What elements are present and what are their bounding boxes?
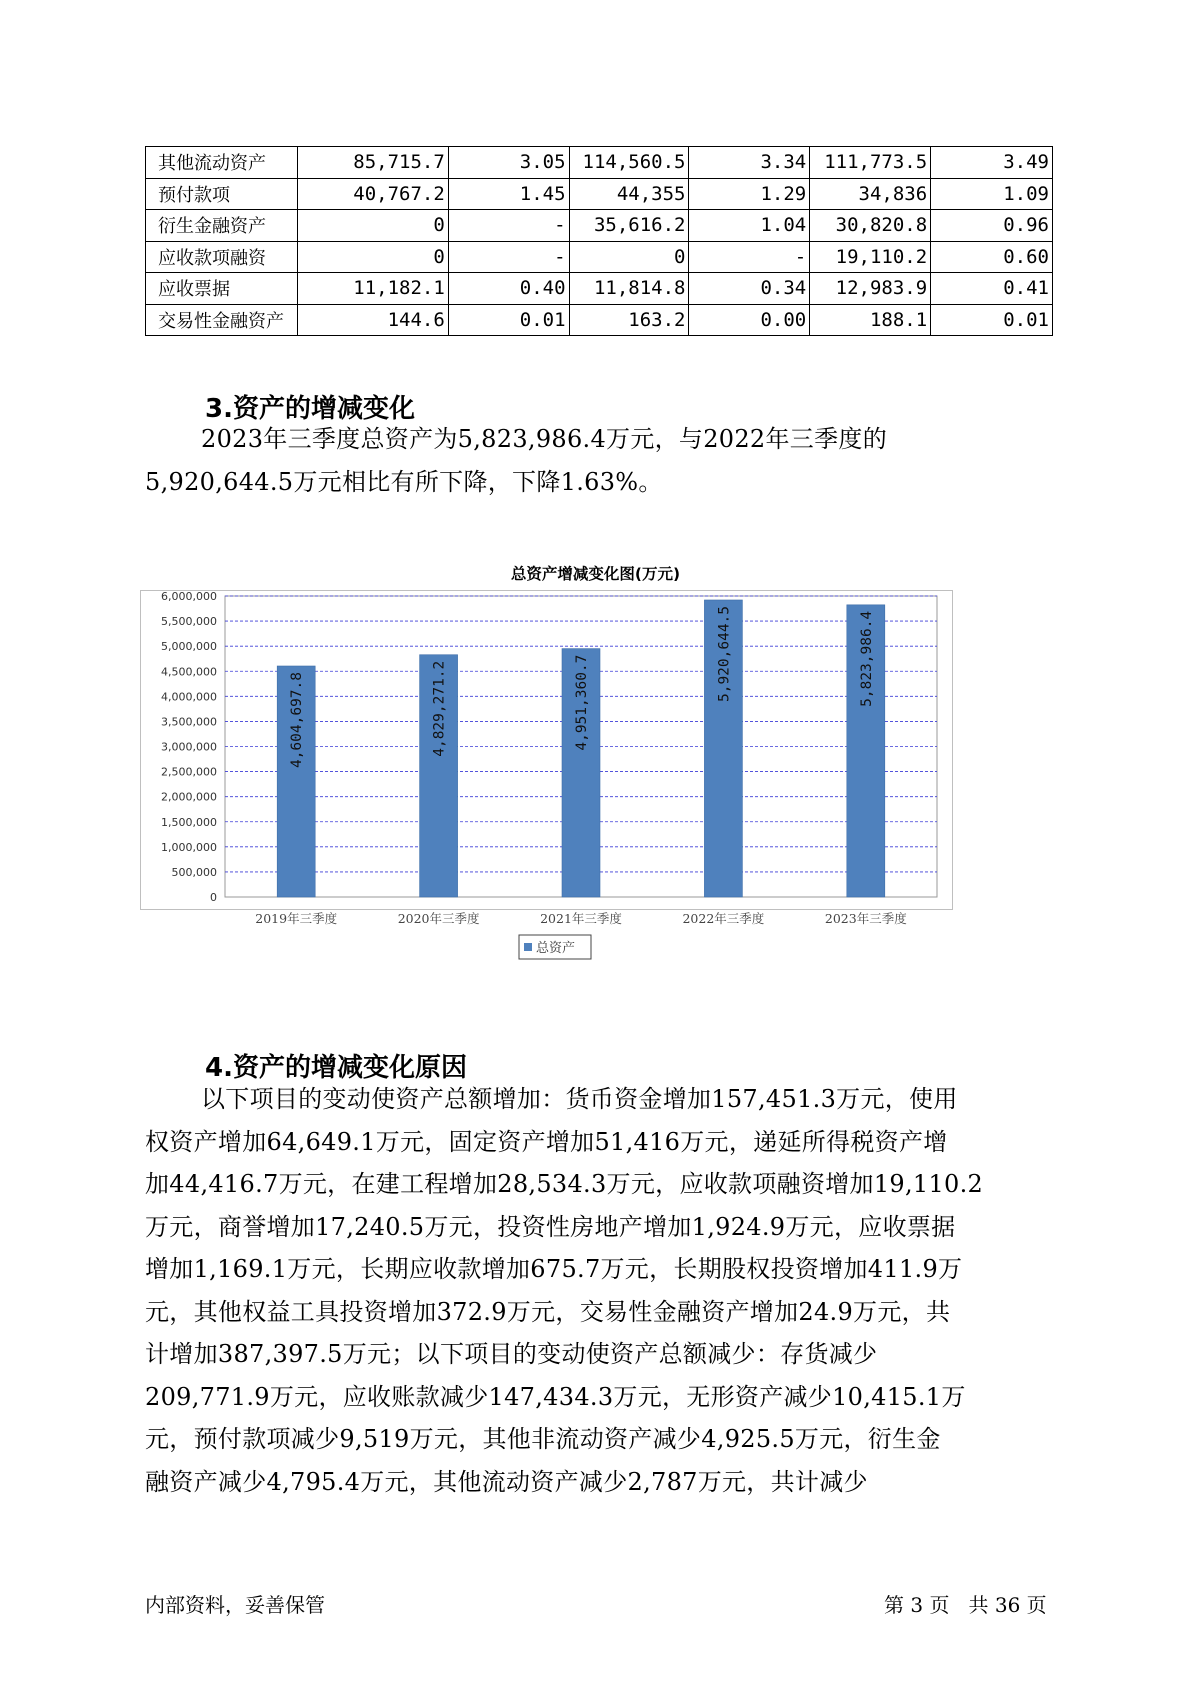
section-4-line: 万元，商誉增加17,240.5万元，投资性房地产增加1,924.9万元，应收票据	[145, 1212, 956, 1241]
table-cell: 0.00	[689, 304, 810, 336]
table-cell: 0.34	[689, 273, 810, 305]
bar-value-label: 5,920,644.5	[716, 605, 733, 703]
table-row	[146, 210, 1053, 242]
y-tick-label: 4,000,000	[161, 690, 217, 704]
footer-page-number: 第 3 页 共 36 页	[884, 1593, 1047, 1617]
row-label: 预付款项	[146, 178, 298, 210]
section-3-paragraph	[145, 418, 1057, 503]
table-cell: 0.60	[931, 241, 1053, 273]
chart-title: 总资产增减变化图(万元)	[510, 565, 681, 583]
table-cell: 0.01	[448, 304, 569, 336]
bar-value-label: 4,951,360.7	[574, 654, 590, 751]
legend-swatch	[524, 943, 532, 951]
table-cell: 85,715.7	[297, 147, 448, 179]
table-cell: 30,820.8	[810, 210, 931, 242]
table-cell: 0.40	[448, 273, 569, 305]
row-label: 其他流动资产	[146, 147, 298, 179]
table-cell: 40,767.2	[297, 178, 448, 210]
table-cell: 1.04	[689, 210, 810, 242]
section-4-line: 元，预付款项减少9,519万元，其他非流动资产减少4,925.5万元，衍生金	[145, 1425, 941, 1453]
y-tick-label: 3,500,000	[161, 715, 217, 729]
bar-value-label: 5,823,986.4	[858, 610, 875, 707]
table-cell: 3.34	[689, 147, 810, 179]
bar-value-label: 4,829,271.2	[431, 660, 448, 757]
x-tick-label: 2020年三季度	[397, 911, 480, 926]
bar-value-label: 4,604,697.8	[289, 671, 306, 769]
row-label: 应收款项融资	[146, 241, 298, 273]
table-row	[146, 241, 1053, 273]
x-tick-label: 2022年三季度	[682, 911, 765, 926]
section-4-line: 增加1,169.1万元，长期应收款增加675.7万元，长期股权投资增加411.9万	[145, 1255, 963, 1283]
x-tick-label: 2021年三季度	[540, 911, 622, 926]
footer-confidential: 内部资料，妥善保管	[145, 1593, 325, 1617]
y-tick-label: 5,000,000	[161, 640, 217, 654]
table-cell: 44,355	[569, 178, 689, 210]
table-cell: 0	[297, 210, 448, 242]
table-cell: 144.6	[297, 304, 448, 336]
section-4-line: 209,771.9万元，应收账款减少147,434.3万元，无形资产减少10,415.1万	[145, 1382, 966, 1411]
x-tick-label: 2023年三季度	[824, 911, 907, 926]
y-tick-label: 500,000	[171, 865, 217, 879]
section-4-paragraph	[145, 1078, 1057, 1503]
section-4-line: 元，其他权益工具投资增加372.9万元，交易性金融资产增加24.9万元，共	[145, 1297, 951, 1326]
section-4-line: 融资产减少4,795.4万元，其他流动资产减少2,787万元，共计减少	[145, 1467, 868, 1496]
table-cell: 0.96	[931, 210, 1053, 242]
section-3-line-2: 5,920,644.5万元相比有所下降，下降1.63%。	[145, 467, 663, 496]
x-tick-label: 2019年三季度	[255, 911, 338, 926]
table-cell: 11,182.1	[297, 273, 448, 305]
y-tick-label: 6,000,000	[161, 590, 217, 603]
row-label: 应收票据	[146, 273, 298, 305]
table-cell: 34,836	[810, 178, 931, 210]
y-tick-label: 4,500,000	[161, 665, 217, 679]
section-4-line: 权资产增加64,649.1万元，固定资产增加51,416万元，递延所得税资产增	[145, 1127, 948, 1156]
table-cell: 0	[297, 241, 448, 273]
table-cell: 1.29	[689, 178, 810, 210]
y-tick-label: 2,500,000	[161, 765, 217, 779]
table-cell: 1.45	[448, 178, 569, 210]
section-4-line: 加44,416.7万元，在建工程增加28,534.3万元，应收款项融资增加19,110.2	[145, 1170, 984, 1198]
section-4-heading: 4.资产的增减变化原因	[205, 1053, 467, 1083]
table-cell: 35,616.2	[569, 210, 689, 242]
total-assets-bar-chart	[140, 590, 1040, 1010]
y-tick-label: 2,000,000	[161, 790, 217, 804]
section-3-line-1: 2023年三季度总资产为5,823,986.4万元，与2022年三季度的	[201, 425, 887, 453]
table-cell: -	[448, 210, 569, 242]
table-cell: 111,773.5	[810, 147, 931, 179]
section-3-heading: 3.资产的增减变化	[205, 394, 415, 424]
table-cell: -	[448, 241, 569, 273]
table-cell: 12,983.9	[810, 273, 931, 305]
table-row	[146, 273, 1053, 305]
table-cell: 188.1	[810, 304, 931, 336]
table-cell: 19,110.2	[810, 241, 931, 273]
table-cell: 114,560.5	[569, 147, 689, 179]
section-4-line: 计增加387,397.5万元；以下项目的变动使资产总额减少：存货减少	[145, 1340, 878, 1368]
table-cell: -	[689, 241, 810, 273]
asset-table	[145, 146, 1053, 336]
y-tick-label: 3,000,000	[161, 740, 217, 754]
table-cell: 3.05	[448, 147, 569, 179]
y-tick-label: 0	[210, 891, 217, 904]
y-tick-label: 1,500,000	[161, 815, 217, 829]
table-cell: 163.2	[569, 304, 689, 336]
row-label: 衍生金融资产	[146, 210, 298, 242]
y-tick-label: 1,000,000	[161, 840, 217, 854]
table-cell: 11,814.8	[569, 273, 689, 305]
table-cell: 0	[569, 241, 689, 273]
table-cell: 0.41	[931, 273, 1053, 305]
row-label: 交易性金融资产	[146, 304, 298, 336]
table-cell: 0.01	[931, 304, 1053, 336]
table-row	[146, 147, 1053, 179]
table-cell: 3.49	[931, 147, 1053, 179]
legend-label: 总资产	[536, 941, 576, 956]
table-row	[146, 304, 1053, 336]
table-row	[146, 178, 1053, 210]
table-cell: 1.09	[931, 178, 1053, 210]
y-tick-label: 5,500,000	[161, 615, 217, 629]
section-4-line: 以下项目的变动使资产总额增加：货币资金增加157,451.3万元，使用	[201, 1085, 958, 1113]
